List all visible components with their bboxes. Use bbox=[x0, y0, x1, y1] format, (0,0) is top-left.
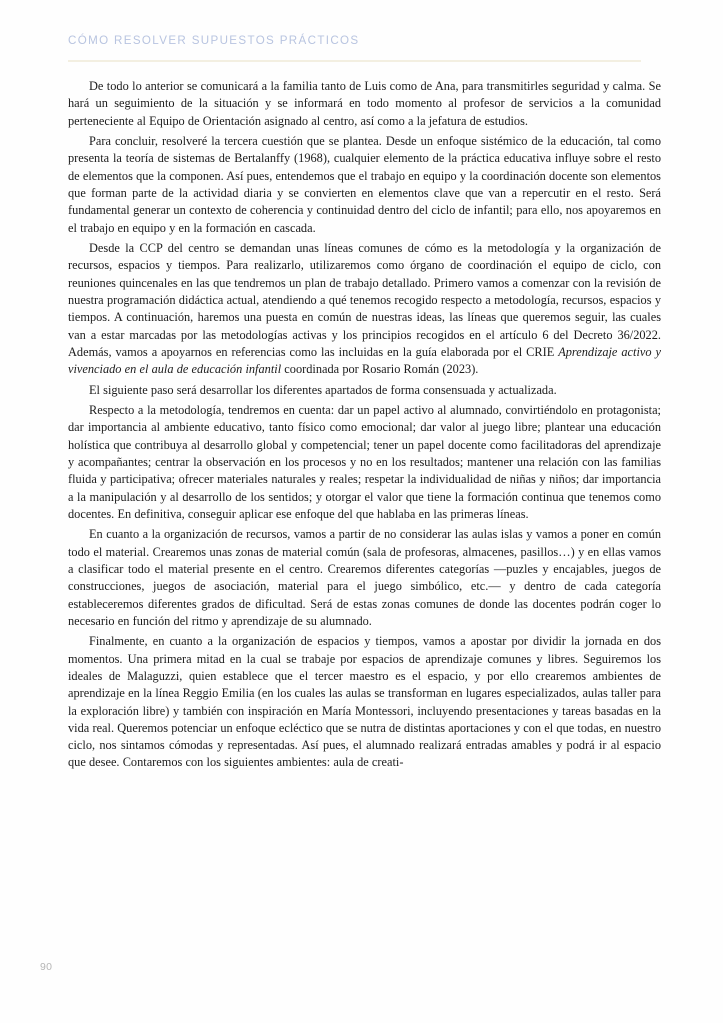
cited-work-title: Aprendizaje activo y vivenciado en el aula de educación infantil bbox=[68, 344, 661, 377]
paragraph: De todo lo anterior se comunicará a la familia tanto de Luis como de Ana, para transmitirles seguridad y calma. Se hará un seguimiento de la situación y se informará en todo momento al profesor de servicios a la comunidad perteneciente al Equipo de Orientación asignado al centro, así como a la jefatura de estudios. bbox=[68, 79, 661, 128]
paragraph: Finalmente, en cuanto a la organización de espacios y tiempos, vamos a apostar por dividir la jornada en dos momentos. Una primera mitad en la cual se trabaje por espacios de aprendizaje comunes y libres. Seguiremos los ideales de Malaguzzi, quien establece que el tercer maestro es el espacio, y por ello crearemos ambientes de aprendizaje en la línea Reggio Emilia (en los cuales las aulas se transforman en lugares especializados, aulas taller para la exploración libre) y también con inspiración en María Montessori, incluyendo presentaciones y tareas basadas en la vida real. Queremos potenciar un enfoque ecléctico que se nutra de distintas aportaciones y con el que todas, en nuestro ciclo, nos sintamos cómodas y representadas. Así pues, el alumnado realizará entradas amables y podrá ir al espacio que desee. Contaremos con los siguientes ambientes: aula de creati- bbox=[68, 634, 661, 770]
paragraph-with-citation bbox=[68, 240, 661, 379]
page-number: 90 bbox=[40, 961, 53, 973]
paragraph-tail-text: coordinada por Rosario Román (2023). bbox=[281, 362, 479, 377]
body-text-column bbox=[68, 78, 661, 772]
paragraph: Para concluir, resolveré la tercera cuestión que se plantea. Desde un enfoque sistémico de la educación, tal como presenta la teoría de sistemas de Bertalanffy (1968), cualquier elemento de la práctica educativa influye sobre el resto de elementos que la componen. Así pues, entendemos que el trabajo en equipo y la coordinación docente son elementos que forman parte de la actividad diaria y se convierten en elementos clave que van a repercutir en el resto. Será fundamental generar un contexto de coherencia y continuidad dentro del ciclo de infantil; para ello, nos apoyaremos en el trabajo en equipo y en la formación en cascada. bbox=[68, 134, 661, 235]
paragraph: El siguiente paso será desarrollar los diferentes apartados de forma consensuada y actualizada. bbox=[89, 382, 557, 397]
paragraph: En cuanto a la organización de recursos, vamos a partir de no considerar las aulas islas y vamos a poner en común todo el material. Crearemos unas zonas de material común (sala de profesoras, almacenes, pasillos…) y en ellas vamos a clasificar todo el material presente en el centro. Crearemos diferentes categorías —puzles y encajables, juegos de construcciones, juegos de asociación, material para el juego simbólico, etc.— y dentro de cada categoría estableceremos diferentes grados de dificultad. Será de estas zonas comunes de donde las docentes podrán coger lo necesario en función del ritmo y aprendizaje de su alumnado. bbox=[68, 527, 661, 628]
header-divider-rule bbox=[68, 60, 641, 62]
running-head: CÓMO RESOLVER SUPUESTOS PRÁCTICOS bbox=[68, 34, 360, 47]
paragraph-lead-text: Desde la CCP del centro se demandan unas líneas comunes de cómo es la metodología y la organización de recursos, espacios y tiempos. Para realizarlo, utilizaremos como órgano de coordinación el equipo de ciclo, con reuniones quincenales en las que tendremos un plan de trabajo detallado. Primero vamos a comenzar con la revisión de nuestra programación didáctica actual, atendiendo a qué tenemos recogido respecto a metodología, recursos, espacios y tiempos. A continuación, haremos una puesta en común de nuestras ideas, las líneas que queremos seguir, las cuales van a estar marcadas por las metodologías activas y los principios recogidos en el artículo 6 del Decreto 36/2022. Además, vamos a apoyarnos en referencias como las incluidas en la guía elaborada por el CRIE bbox=[68, 241, 661, 359]
paragraph: Respecto a la metodología, tendremos en cuenta: dar un papel activo al alumnado, convirtiéndolo en protagonista; dar importancia al ambiente educativo, tanto físico como emocional; dar valor al juego libre; plantear una educación holística que contribuya al desarrollo global y competencial; tener un papel docente como facilitadoras del aprendizaje y acompañantes; centrar la observación en los procesos y no en los resultados; mantener una relación con las familias fluida y participativa; ofrecer materiales naturales y reales; respetar la individualidad de niñas y niños; dar importancia a la manipulación y al desarrollo de los sentidos; y otorgar el valor que tiene la formación continua que tenemos como docentes. En definitiva, conseguir aplicar ese enfoque del que hablaba en las primeras líneas. bbox=[68, 403, 661, 521]
